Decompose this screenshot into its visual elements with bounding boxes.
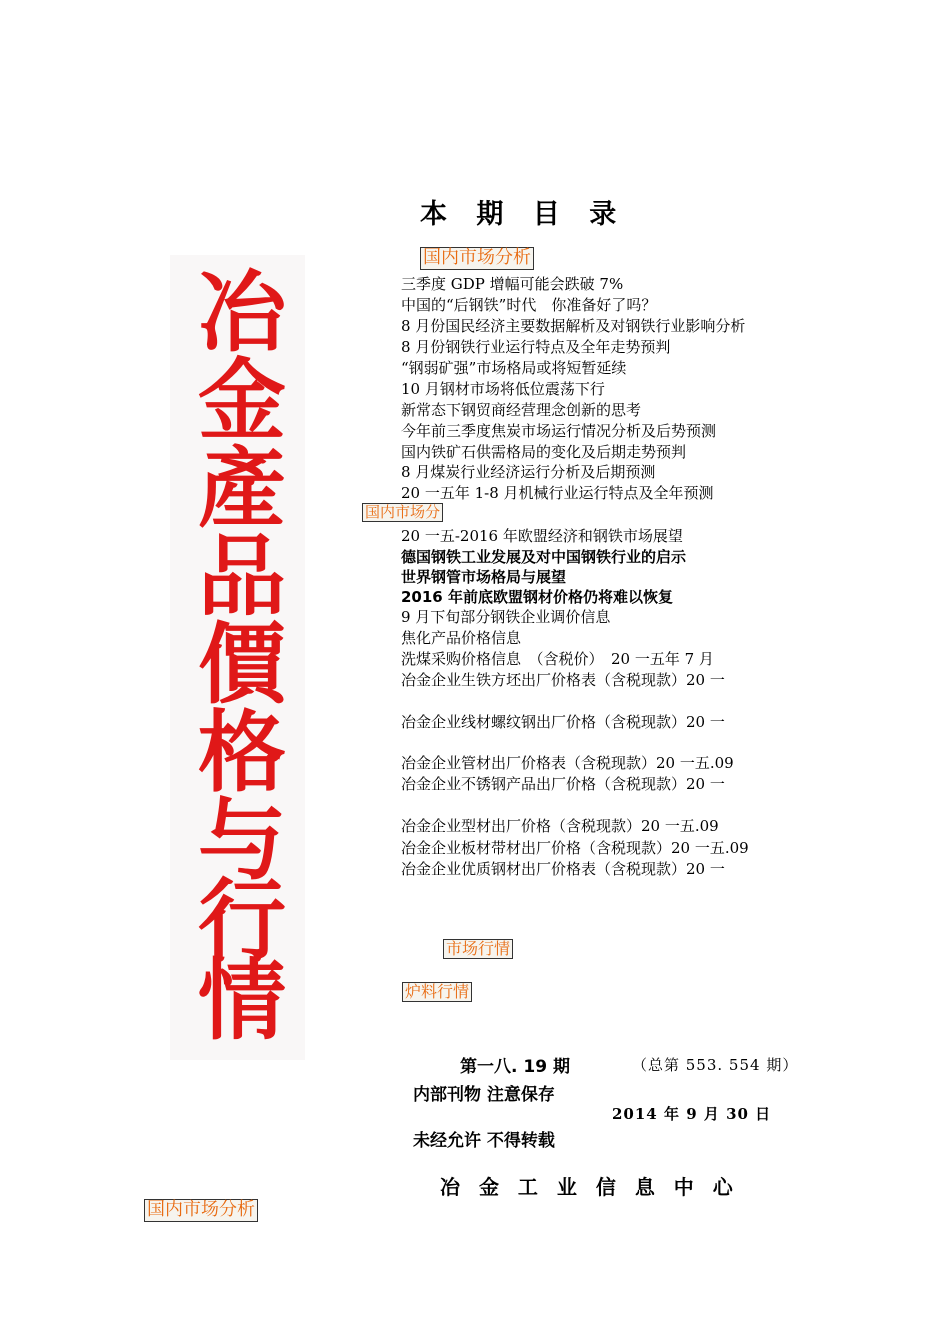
toc-item[interactable]: 2016 年前底欧盟钢材价格仍将难以恢复 xyxy=(401,588,673,606)
section-label-domestic-bottom[interactable]: 国内市场分析 xyxy=(144,1199,258,1222)
reprint-notice: 未经允许 不得转载 xyxy=(413,1131,555,1151)
toc-item[interactable]: 冶金企业生铁方坯出厂价格表（含税现款）20 一 xyxy=(401,671,725,689)
section-label-furnace[interactable]: 炉料行情 xyxy=(402,982,472,1002)
masthead-char: 行 xyxy=(197,868,286,972)
toc-item[interactable]: 今年前三季度焦炭市场运行情况分析及后势预测 xyxy=(401,422,717,440)
toc-item[interactable]: 国内铁矿石供需格局的变化及后期走势预判 xyxy=(401,443,687,461)
toc-item[interactable]: 洗煤采购价格信息 （含税价） 20 一五年 7 月 xyxy=(401,650,714,668)
section-label-domestic[interactable]: 国内市场分析 xyxy=(420,247,534,270)
internal-notice: 内部刊物 注意保存 xyxy=(413,1085,555,1105)
toc-item[interactable]: 冶金企业管材出厂价格表（含税现款）20 一五.09 xyxy=(401,754,734,772)
toc-item[interactable]: 10 月钢材市场将低位震荡下行 xyxy=(401,380,605,398)
masthead-char: 情 xyxy=(197,948,286,1052)
masthead-char: 產 xyxy=(197,436,286,540)
toc-title: 本 期 目 录 xyxy=(420,199,627,230)
publish-date: 2014 年 9 月 30 日 xyxy=(612,1105,772,1123)
toc-item[interactable]: 20 一五年 1-8 月机械行业运行特点及全年预测 xyxy=(401,484,714,502)
masthead-char: 價 xyxy=(197,612,286,716)
masthead-char: 金 xyxy=(197,348,286,452)
masthead-char: 品 xyxy=(197,524,286,628)
total-issue: （总第 553. 554 期） xyxy=(632,1056,799,1074)
toc-item[interactable]: 8 月煤炭行业经济运行分析及后期预测 xyxy=(401,463,656,481)
toc-item[interactable]: 20 一五-2016 年欧盟经济和钢铁市场展望 xyxy=(401,527,683,545)
toc-item[interactable]: 三季度 GDP 增幅可能会跌破 7% xyxy=(401,275,624,293)
publisher: 冶 金 工 业 信 息 中 心 xyxy=(440,1175,739,1199)
section-label-foreign[interactable]: 国内市场分 xyxy=(362,503,443,522)
toc-item[interactable]: 冶金企业优质钢材出厂价格表（含税现款）20 一 xyxy=(401,860,725,878)
toc-item[interactable]: 世界钢管市场格局与展望 xyxy=(401,568,567,586)
toc-item[interactable]: “钢弱矿强”市场格局或将短暂延续 xyxy=(401,359,627,377)
toc-item[interactable]: 冶金企业型材出厂价格（含税现款）20 一五.09 xyxy=(401,817,719,835)
toc-item[interactable]: 冶金企业板材带材出厂价格（含税现款）20 一五.09 xyxy=(401,839,749,857)
masthead-char: 冶 xyxy=(197,260,286,364)
masthead-char: 与 xyxy=(197,788,286,892)
toc-item[interactable]: 冶金企业不锈钢产品出厂价格（含税现款）20 一 xyxy=(401,775,725,793)
toc-item[interactable]: 冶金企业线材螺纹钢出厂价格（含税现款）20 一 xyxy=(401,713,725,731)
masthead-char: 格 xyxy=(197,700,286,804)
toc-item[interactable]: 中国的“后钢铁”时代 你准备好了吗？ xyxy=(401,296,657,314)
toc-item[interactable]: 8 月份钢铁行业运行特点及全年走势预判 xyxy=(401,338,671,356)
toc-item[interactable]: 新常态下钢贸商经营理念创新的思考 xyxy=(401,401,642,419)
toc-item[interactable]: 9 月下旬部分钢铁企业调价信息 xyxy=(401,608,611,626)
toc-item[interactable]: 8 月份国民经济主要数据解析及对钢铁行业影响分析 xyxy=(401,317,746,335)
toc-item[interactable]: 焦化产品价格信息 xyxy=(401,629,522,647)
toc-item[interactable]: 德国钢铁工业发展及对中国钢铁行业的启示 xyxy=(401,548,687,566)
issue-number: 第一八. 19 期 xyxy=(460,1057,570,1077)
section-label-market[interactable]: 市场行情 xyxy=(443,939,513,959)
